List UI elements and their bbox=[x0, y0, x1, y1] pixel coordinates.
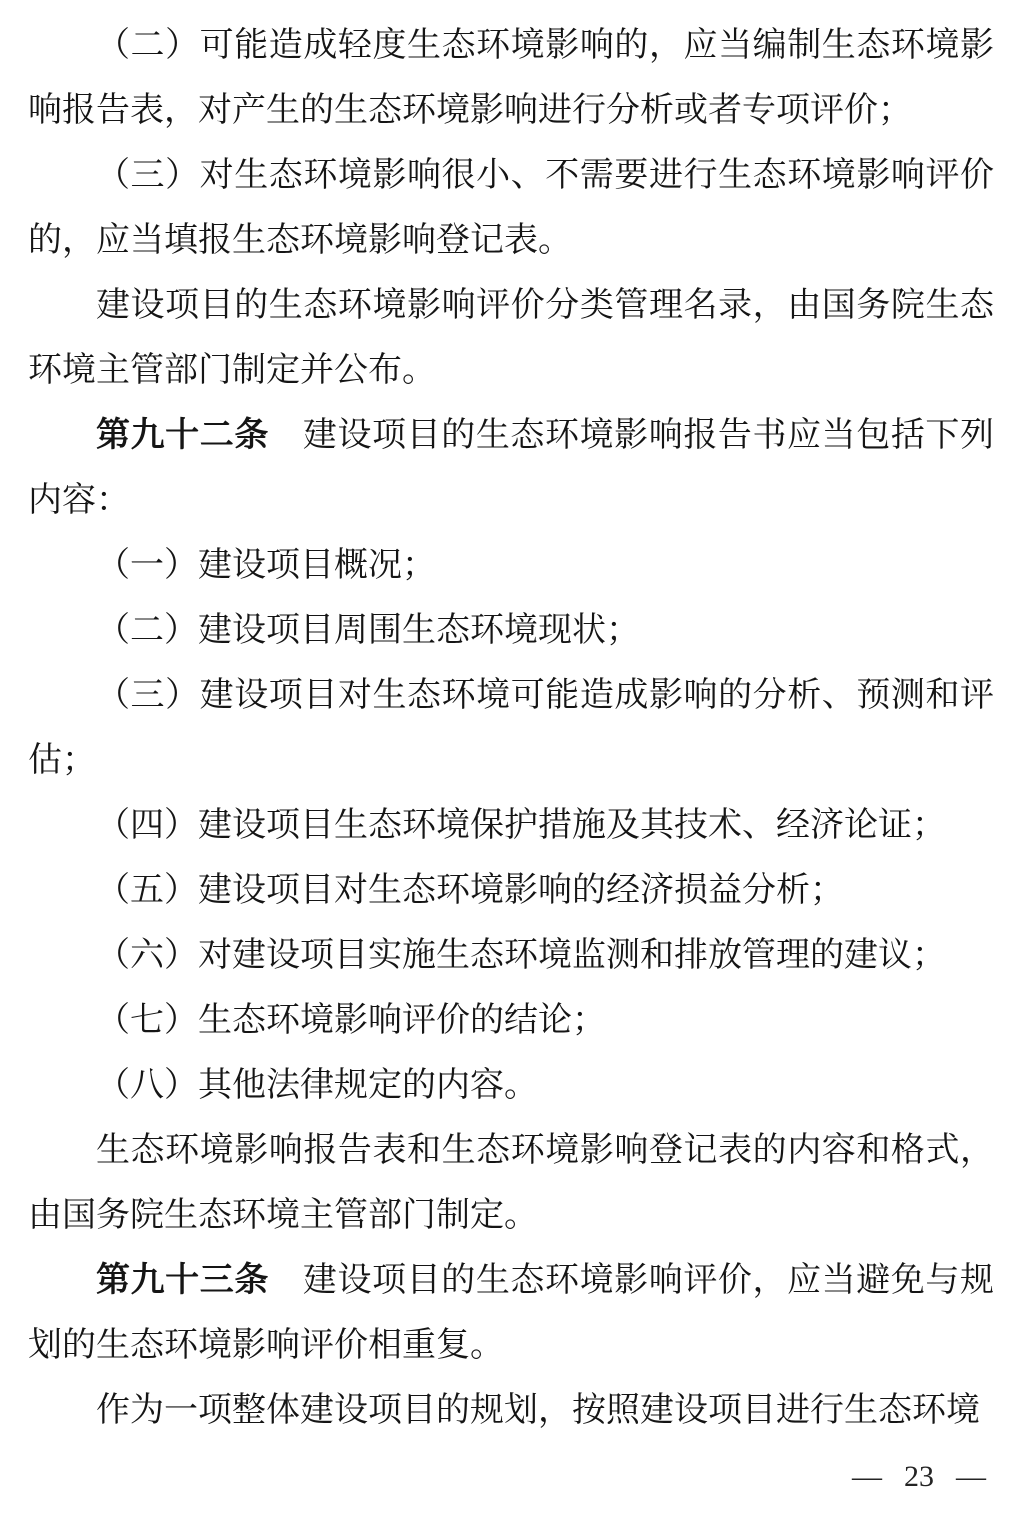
body-paragraph: （二）可能造成轻度生态环境影响的，应当编制生态环境影响报告表，对产生的生态环境影响进行分析或者专项评价； bbox=[28, 27, 994, 129]
article-number: 第九十二条 bbox=[96, 417, 269, 454]
body-paragraph: 作为一项整体建设项目的规划，按照建设项目进行生态环境 bbox=[96, 1392, 980, 1429]
body-paragraph: （七）生态环境影响评价的结论； bbox=[96, 1002, 606, 1039]
body-paragraph: （八）其他法律规定的内容。 bbox=[96, 1067, 538, 1104]
body-paragraph: （六）对建设项目实施生态环境监测和排放管理的建议； bbox=[96, 937, 946, 974]
footer-dash-right: — bbox=[956, 1460, 986, 1493]
footer-dash-left: — bbox=[852, 1460, 882, 1493]
body-paragraph: （五）建设项目对生态环境影响的经济损益分析； bbox=[96, 872, 844, 909]
page-footer bbox=[852, 1462, 986, 1492]
body-paragraph: 生态环境影响报告表和生态环境影响登记表的内容和格式，由国务院生态环境主管部门制定。 bbox=[28, 1132, 994, 1234]
page-number: 23 bbox=[904, 1460, 934, 1493]
body-paragraph: （三）对生态环境影响很小、不需要进行生态环境影响评价的，应当填报生态环境影响登记表。 bbox=[28, 157, 994, 259]
body-paragraph: （四）建设项目生态环境保护措施及其技术、经济论证； bbox=[96, 807, 946, 844]
article-paragraph: 第九十三条 建设项目的生态环境影响评价，应当避免与规划的生态环境影响评价相重复。 bbox=[28, 1262, 995, 1364]
document-body bbox=[28, 13, 994, 1443]
body-paragraph: （二）建设项目周围生态环境现状； bbox=[96, 612, 640, 649]
article-number: 第九十三条 bbox=[96, 1262, 269, 1299]
body-paragraph: （三）建设项目对生态环境可能造成影响的分析、预测和评估； bbox=[28, 677, 994, 779]
body-paragraph: （一）建设项目概况； bbox=[96, 547, 436, 584]
body-paragraph: 建设项目的生态环境影响评价分类管理名录，由国务院生态环境主管部门制定并公布。 bbox=[28, 287, 994, 389]
article-paragraph: 第九十二条 建设项目的生态环境影响报告书应当包括下列内容： bbox=[28, 417, 995, 519]
